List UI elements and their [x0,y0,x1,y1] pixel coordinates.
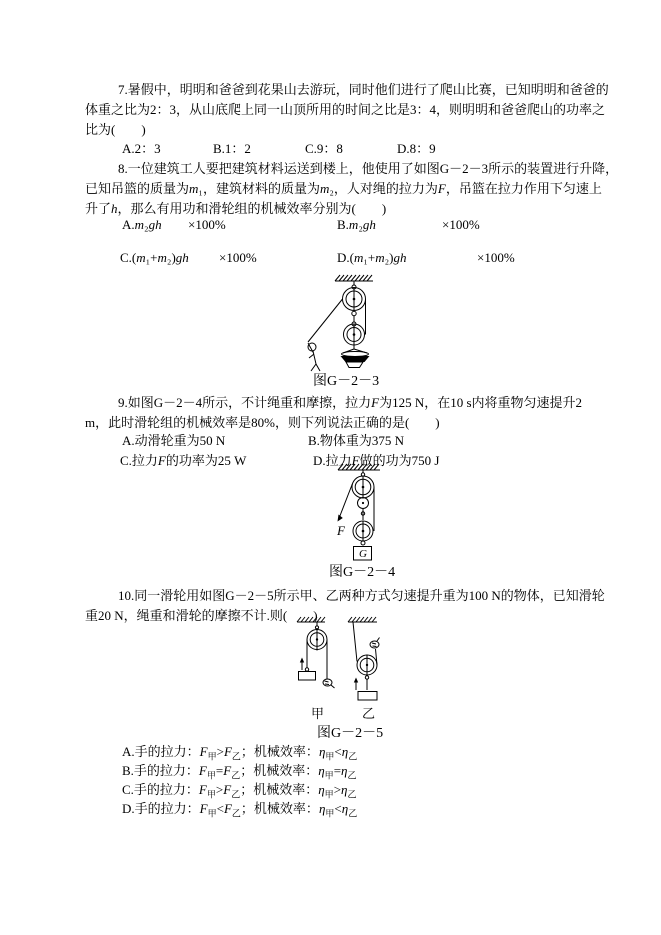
g24-force-label: F [337,523,345,538]
figure-g25-pulley-diagram [290,616,400,708]
g25-yi-load-box [358,692,377,701]
q9-stem-line2: m，此时滑轮组的机械效率是80%，则下列说法正确的是( ) [85,415,440,430]
q8-stem-line3: 升了h，那么有用功和滑轮组的机械效率分别为( ) [85,201,387,216]
q10-option-a: A.手的拉力：$F_甲>F_乙$；机械效率：$\eta_甲<\eta_乙$ [122,744,358,762]
g25-jia-hand [323,679,335,688]
g23-fixed-pulley [343,281,366,316]
q8-option-b-formula: B.m₂gh [337,217,376,232]
figure-g23-caption: 图G－2－3 [313,374,380,389]
q7-option-b: B.1：2 [213,141,251,156]
g24-fixed-pulley [352,470,374,509]
g23-rope [308,299,366,342]
q8-option-a-formula: A.m₂gh [122,217,162,232]
q10-option-d: D.手的拉力：$F_甲<F_乙$；机械效率：$\eta_甲<\eta_乙$ [122,801,358,819]
q9-option-d: D.拉力F做的功为750 J [313,453,440,468]
q8-option-d-formula: D.(m₁+m₂)gh [337,250,407,265]
q9-option-b: B.物体重为375 N [308,433,405,448]
q9-stem-line1: 9.如图G－2－4所示，不计绳重和摩擦，拉力F为125 N，在10 s内将重物匀速提升2 [118,395,583,410]
q8-stem-line1: 8.一位建筑工人要把建筑材料运送到楼上，他使用了如图G－2－3所示的装置进行升降， [118,161,619,176]
q10-option-c: C.手的拉力：$F_甲>F_乙$；机械效率：$\eta_甲>\eta_乙$ [122,782,357,800]
q10-option-b: B.手的拉力：$F_甲=F_乙$；机械效率：$\eta_甲=\eta_乙$ [122,763,357,781]
q7-option-c: C.9：8 [305,141,343,156]
figure-g25-label-yi: 乙 [362,706,376,721]
g25-fixed-pulley-jia [307,622,327,651]
q8-option-b-percent: ×100% [442,217,480,232]
g23-worker-figure [308,343,320,371]
q10-stem-line2: 重20 N，绳重和滑轮的摩擦不计.则( ) [85,608,318,623]
g23-ceiling [335,275,373,281]
q8-option-c-formula: C.(m₁+m₂)gh [120,250,189,265]
figure-g25-label-jia: 甲 [311,706,325,721]
q7-stem-line1: 7.暑假中，明明和爸爸到花果山去游玩，同时他们进行了爬山比赛，已知明明和爸爸的 [118,82,609,97]
g24-movable-pulley [353,521,373,545]
g25-right-ceiling [348,617,377,622]
g23-movable-pulley [344,322,365,345]
g23-load-basket [341,345,370,368]
g25-jia-load-box [299,672,316,681]
g25-yi-arrow [354,678,358,691]
q8-option-a-percent: ×100% [188,217,226,232]
figure-g24-caption: 图G－2－4 [329,565,396,580]
q7-option-d: D.8：9 [397,141,436,156]
g25-left-ceiling [297,617,325,622]
figure-g23-pulley-diagram [285,268,420,374]
q10-stem-line1: 10.同一滑轮用如图G－2－5所示甲、乙两种方式匀速提升重为100 N的物体，已知滑轮 [118,588,605,603]
q7-stem-line3: 比为( ) [85,122,146,137]
figure-g24-pulley-diagram [322,460,407,562]
g25-movable-pulley-yi [357,655,377,691]
figure-g25-caption: 图G－2－5 [317,726,384,741]
q8-stem-line2: 已知吊篮的质量为m₁，建筑材料的质量为m₂，人对绳的拉力为F，吊篮在拉力作用下匀速上 [85,181,602,196]
q7-option-a: A.2：3 [122,141,161,156]
g25-yi-hand [370,638,380,649]
g25-jia-arrow [300,658,304,671]
g24-ceiling [338,464,380,470]
q7-stem-line2: 体重之比为2：3，从山底爬上同一山顶所用的时间之比是3：4，则明明和爸爸爬山的功率之 [85,102,606,117]
q9-option-a: A.动滑轮重为50 N [122,433,226,448]
q8-option-c-percent: ×100% [219,250,257,265]
g24-load-label: G [359,548,367,560]
q9-option-c: C.拉力F的功率为25 W [120,453,247,468]
q8-option-d-percent: ×100% [477,250,515,265]
